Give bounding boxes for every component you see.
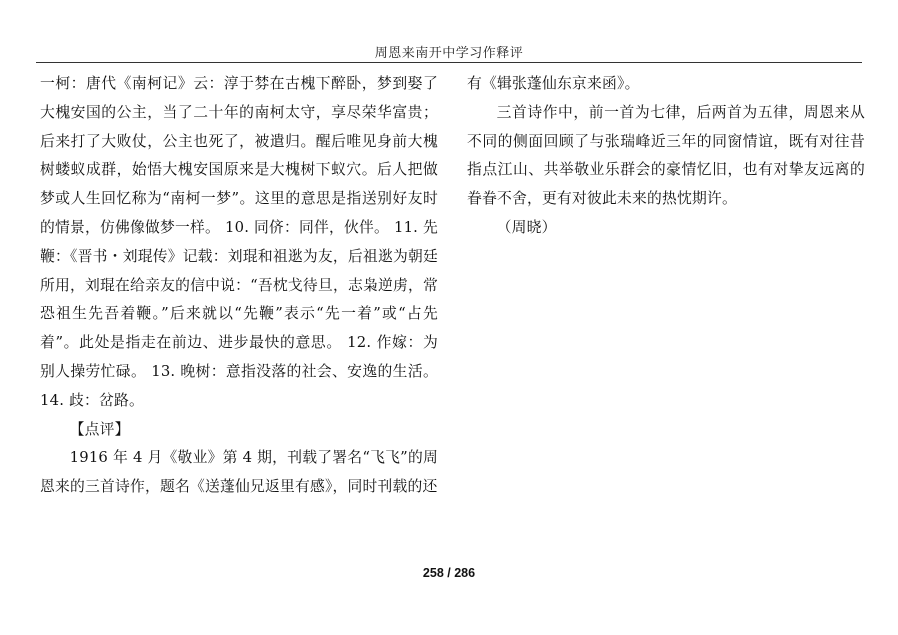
section-heading: 【点评】	[69, 420, 130, 438]
left-column	[40, 70, 438, 502]
notes-paragraph: 一柯：唐代《南柯记》云：淳于棼在古槐下醉卧，梦到娶了大槐安国的公主，当了二十年的南柯太守，享尽荣华富贵；后来打了大败仗，公主也死了，被遣归。醒后唯见身前大槐树蝼蚁成群，始悟大槐安国原来是大槐树下蚁穴。后人把做梦或人生回忆称为“南柯一梦”。这里的意思是指送别好友时的情景，仿佛像做梦一样。 10. 同侪：同伴，伙伴。 11. 先鞭：《晋书・刘琨传》记载：刘琨和祖逖为友，后祖逖为朝廷所用，刘琨在给亲友的信中说：“吾枕戈待旦，志枭逆虏，常恐祖生先吾着鞭。”后来就以“先鞭”表示“先一着”或“占先着”。此处是指走在前边、进步最快的意思。 12. 作嫁：为别人操劳忙碌。 13. 晚树：意指没落的社会、安逸的生活。 14. 歧：岔路。	[40, 75, 438, 409]
right-column	[467, 70, 865, 243]
continuation-line: 有《辑张蓬仙东京来函》。	[467, 75, 640, 92]
page-header-title: 周恩来南开中学习作释评	[374, 46, 524, 61]
page-number: 258 / 286	[422, 566, 476, 580]
analysis-paragraph: 三首诗作中，前一首为七律，后两首为五律，周恩来从不同的侧面回顾了与张瑞峰近三年的同窗情谊，既有对往昔指点江山、共举敬业乐群会的豪情忆旧，也有对挚友远离的眷眷不舍，更有对彼此未来的热忱期许。	[467, 103, 865, 208]
author-attribution: （周晓）	[496, 218, 557, 236]
header-divider	[36, 62, 862, 63]
comment-paragraph: 1916 年 4 月《敬业》第 4 期，刊载了署名“飞飞”的周恩来的三首诗作，题名《送蓬仙兄返里有感》，同时刊载的还	[40, 449, 438, 496]
